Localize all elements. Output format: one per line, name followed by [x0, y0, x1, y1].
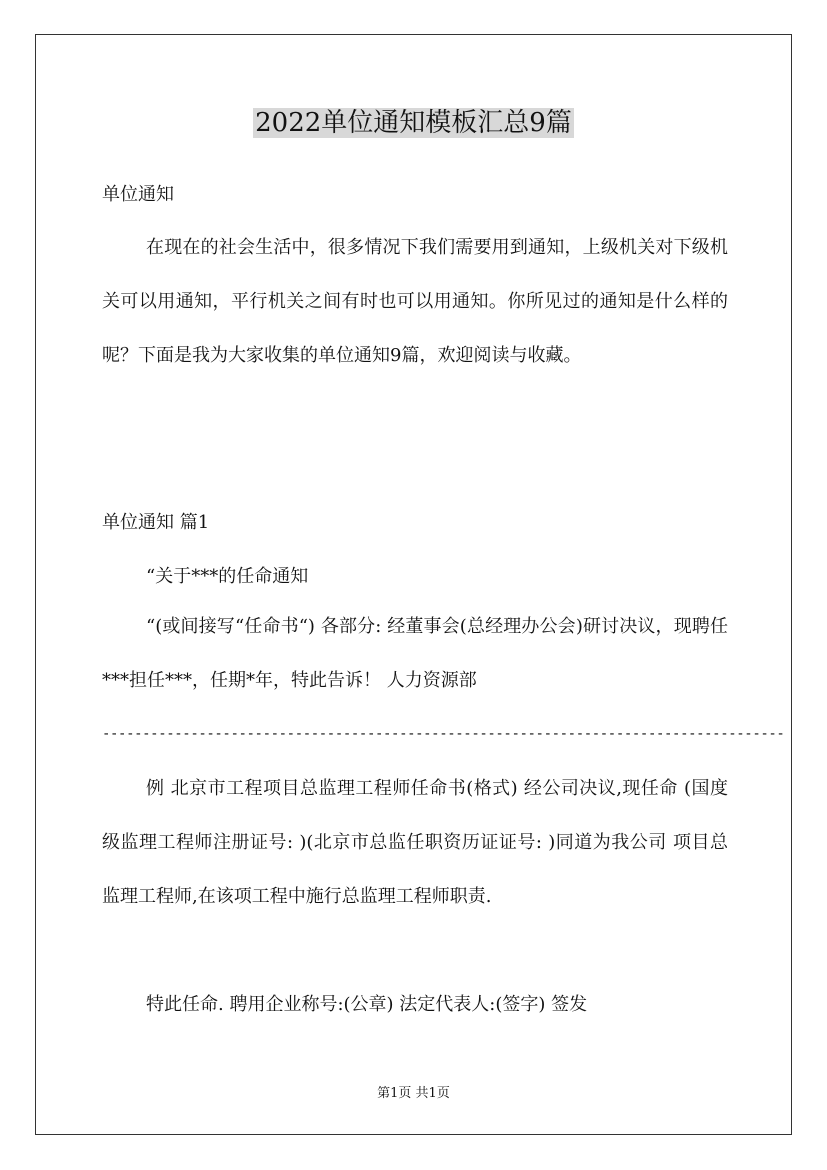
example-paragraph: 例 北京市工程项目总监理工程师任命书(格式) 经公司决议,现任命 (国度级监理工程师注册证号: )(北京市总监任职资历证证号: )同道为我公司 项目总监理工程师,在该项工程中施行总监理工程师职责. [102, 778, 728, 907]
intro-paragraph: 在现在的社会生活中，很多情况下我们需要用到通知，上级机关对下级机关可以用通知，平行机关之间有时也可以用通知。你所见过的通知是什么样的呢？下面是我为大家收集的单位通知9篇，欢迎阅读与收藏。 [102, 237, 728, 366]
section-heading: 单位通知 [102, 184, 174, 205]
dashed-separator: ------------------------------------------------------------------------------------- [102, 726, 785, 742]
notice-title-line: “关于***的任命通知 [146, 566, 309, 587]
page-footer: 第1页 共1页 [377, 1086, 450, 1101]
notice-paragraph: “(或间接写“任命书“) 各部分: 经董事会(总经理办公会)研讨决议，现聘任***担任***，任期*年，特此告诉！ 人力资源部 [102, 616, 728, 691]
sign-paragraph: 特此任命. 聘用企业称号:(公章) 法定代表人:(签字) 签发 [146, 994, 588, 1015]
document-title: 2022单位通知模板汇总9篇 [255, 108, 572, 138]
article-heading: 单位通知 篇1 [102, 512, 210, 533]
